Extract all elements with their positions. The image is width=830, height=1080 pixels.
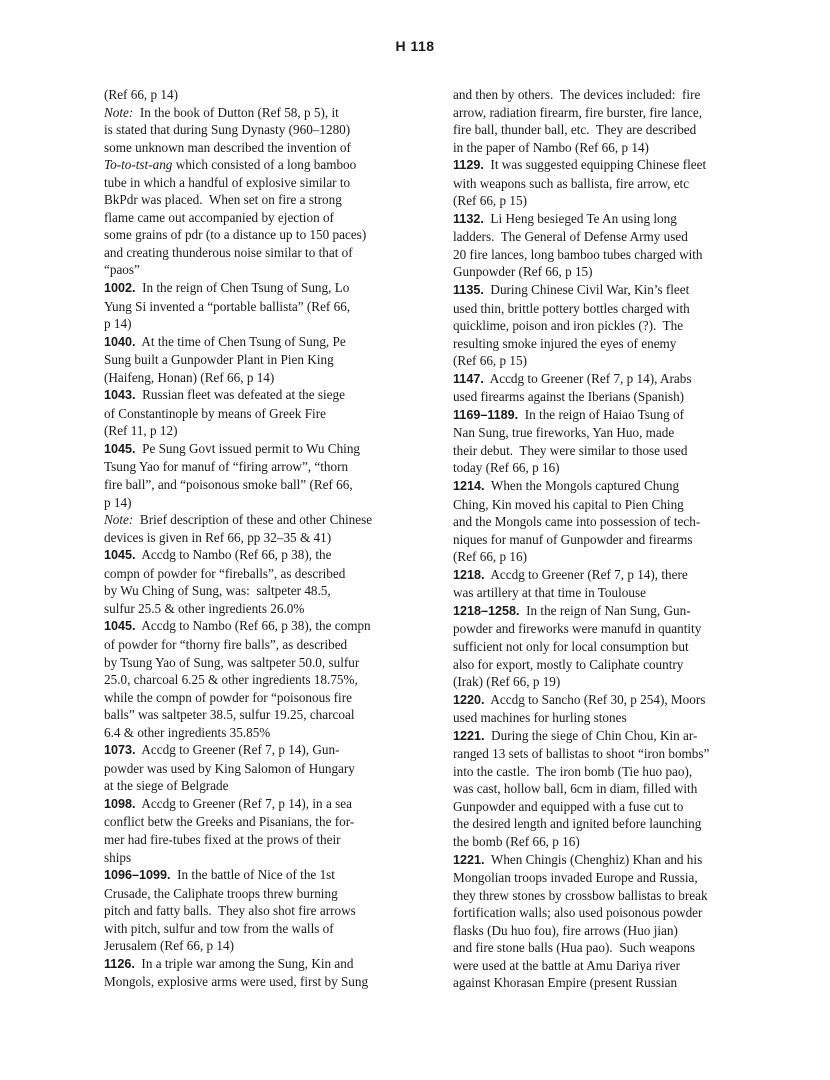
line-text: was artillery at that time in Toulouse: [453, 585, 646, 601]
line-text: used machines for hurling stones: [453, 710, 627, 726]
line-text: sulfur 25.5 & other ingredients 26.0%: [104, 600, 305, 616]
text-line: [104, 494, 429, 512]
note-label: Note:: [104, 104, 134, 120]
text-line: [104, 937, 429, 955]
text-line: [104, 636, 429, 654]
text-line: [453, 246, 778, 264]
line-text: quicklime, poison and iron pickles (?). The: [453, 318, 684, 334]
line-text: Pe Sung Govt issued permit to Wu Ching: [135, 440, 361, 456]
line-text: devices is given in Ref 66, pp 32–35 & 41): [104, 529, 332, 545]
text-line: [453, 602, 778, 621]
text-line: [104, 529, 429, 547]
text-line: [453, 957, 778, 975]
line-text: Tsung Yao for manuf of “firing arrow”, “thorn: [104, 459, 349, 475]
text-line: [104, 386, 429, 405]
entry-year: 1073.: [104, 743, 136, 758]
entry-year: 1147.: [453, 371, 484, 386]
line-text: balls” was saltpeter 38.5, sulfur 19.25, charcoal: [104, 707, 355, 723]
line-text: tube in which a handful of explosive similar to: [104, 174, 351, 190]
text-line: [104, 902, 429, 920]
text-line: [453, 638, 778, 656]
line-text: Brief description of these and other Chinese: [133, 512, 373, 528]
line-text: against Khorasan Empire (present Russian: [453, 975, 678, 991]
line-text: the desired length and ignited before launching: [453, 816, 702, 832]
line-text: When the Mongols captured Chung: [484, 478, 680, 494]
text-line: [104, 440, 429, 459]
line-text: Jerusalem (Ref 66, p 14): [104, 938, 235, 954]
line-text: mer had fire-tubes fixed at the prows of their: [104, 831, 341, 847]
line-text: niques for manuf of Gunpowder and firearms: [453, 531, 693, 547]
line-text: fire ball”, and “poisonous smoke ball” (Ref 66,: [104, 477, 353, 493]
text-line: [453, 121, 778, 139]
entry-year: 1096–1099.: [104, 868, 171, 883]
line-text: and then by others. The devices included: fire: [453, 87, 701, 102]
line-text: Sung built a Gunpowder Plant in Pien King: [104, 352, 334, 368]
line-text: while the compn of powder for “poisonous fire: [104, 689, 352, 705]
line-text: In the reign of Nan Sung, Gun-: [519, 602, 691, 618]
text-line: [104, 369, 429, 387]
text-line: [104, 104, 429, 122]
entry-year: 1221.: [453, 728, 485, 743]
text-line: [453, 370, 778, 389]
text-line: [453, 175, 778, 193]
text-line: [104, 831, 429, 849]
line-text: which consisted of a long bamboo: [172, 157, 357, 173]
line-text: Yung Si invented a “portable ballista” (Ref 66,: [104, 298, 351, 314]
text-line: [104, 422, 429, 440]
line-text: sufficient not only for local consumption but: [453, 638, 689, 654]
line-text: Russian fleet was defeated at the siege: [135, 387, 345, 403]
text-line: [104, 405, 429, 423]
text-line: [104, 333, 429, 352]
line-text: At the time of Chen Tsung of Sung, Pe: [135, 333, 346, 349]
line-text: at the siege of Belgrade: [104, 778, 229, 794]
text-line: [104, 760, 429, 778]
text-line: [104, 86, 429, 104]
text-line: [104, 724, 429, 742]
line-text: pitch and fatty balls. They also shot fire arrows: [104, 903, 356, 919]
text-line: [453, 763, 778, 781]
line-text: into the castle. The iron bomb (Tie huo pao),: [453, 763, 693, 779]
italic-term: To-to-tst-ang: [104, 157, 173, 173]
text-line: [453, 851, 778, 870]
line-text: with weapons such as ballista, fire arrow, etc: [453, 175, 690, 191]
entry-year: 1043.: [104, 388, 136, 403]
text-line: [104, 244, 429, 262]
line-text: of powder for “thorny fire balls”, as described: [104, 636, 348, 652]
text-line: [453, 709, 778, 727]
text-line: [453, 406, 778, 425]
entry-year: 1132.: [453, 211, 484, 226]
line-text: conflict betw the Greeks and Pisanians, the for-: [104, 814, 355, 830]
line-text: arrow, radiation firearm, fire burster, fire lance,: [453, 104, 703, 120]
text-line: [453, 442, 778, 460]
text-line: [104, 174, 429, 192]
text-line: [453, 496, 778, 514]
text-line: [104, 955, 429, 974]
line-text: Accdg to Greener (Ref 7, p 14), there: [484, 566, 688, 582]
line-text: the bomb (Ref 66, p 16): [453, 833, 580, 849]
page-number: H 118: [395, 38, 435, 54]
text-line: [104, 920, 429, 938]
entry-year: 1220.: [453, 692, 485, 707]
line-text: (Ref 66, p 15): [453, 193, 527, 209]
text-line: [104, 973, 429, 991]
text-line: [104, 689, 429, 707]
entry-year: 1045.: [104, 441, 136, 456]
entry-year: 1040.: [104, 334, 136, 349]
line-text: (Ref 66, p 16): [453, 549, 527, 565]
line-text: In the book of Dutton (Ref 58, p 5), it: [133, 104, 339, 120]
line-text: Gunpowder and equipped with a fuse cut to: [453, 798, 684, 814]
line-text: 6.4 & other ingredients 35.85%: [104, 724, 271, 740]
text-line: [453, 815, 778, 833]
line-text: also for export, mostly to Caliphate country: [453, 656, 684, 672]
line-text: (Ref 66, p 15): [453, 353, 527, 369]
text-line: [104, 546, 429, 565]
line-text: Crusade, the Caliphate troops threw burning: [104, 885, 338, 901]
line-text: In the reign of Haiao Tsung of: [518, 406, 684, 422]
text-line: [453, 727, 778, 746]
line-text: Ching, Kin moved his capital to Pien Ching: [453, 496, 684, 512]
line-text: by Tsung Yao of Sung, was saltpeter 50.0, sulfur: [104, 654, 360, 670]
line-text: In a triple war among the Sung, Kin and: [134, 955, 354, 971]
text-line: [104, 139, 429, 157]
line-text: and the Mongols came into possession of tech-: [453, 514, 701, 530]
text-line: [453, 352, 778, 370]
text-line: [104, 706, 429, 724]
text-line: [453, 656, 778, 674]
text-line: [453, 513, 778, 531]
line-text: Mongols, explosive arms were used, first by Sung: [104, 974, 369, 990]
text-line: [453, 300, 778, 318]
line-text: Accdg to Nambo (Ref 66, p 38), the: [135, 547, 332, 563]
line-text: It was suggested equipping Chinese fleet: [483, 157, 707, 173]
text-line: [104, 261, 429, 279]
text-line: [453, 210, 778, 229]
text-line: [453, 228, 778, 246]
entry-year: 1098.: [104, 796, 136, 811]
text-line: [104, 351, 429, 369]
line-text: Accdg to Greener (Ref 7, p 14), in a sea: [135, 795, 352, 811]
line-text: in the paper of Nambo (Ref 66, p 14): [453, 139, 649, 155]
line-text: their debut. They were similar to those used: [453, 442, 688, 458]
text-line: [453, 317, 778, 335]
line-text: some unknown man described the invention of: [104, 139, 351, 155]
text-line: [104, 885, 429, 903]
text-line: [453, 922, 778, 940]
right-column: [453, 86, 778, 992]
line-text: Accdg to Sancho (Ref 30, p 254), Moors: [484, 691, 706, 707]
text-line: [104, 849, 429, 867]
text-line: [453, 887, 778, 905]
line-text: today (Ref 66, p 16): [453, 460, 560, 476]
text-line: [453, 104, 778, 122]
entry-year: 1135.: [453, 283, 484, 298]
line-text: ships: [104, 849, 132, 865]
text-line: [104, 226, 429, 244]
line-text: Gunpowder (Ref 66, p 15): [453, 264, 593, 280]
text-line: [104, 298, 429, 316]
text-line: [453, 548, 778, 566]
text-line: [104, 600, 429, 618]
line-text: Accdg to Nambo (Ref 66, p 38), the compn: [135, 618, 371, 634]
text-line: [453, 691, 778, 710]
line-text: In the battle of Nice of the 1st: [170, 867, 335, 883]
entry-year: 1045.: [104, 548, 136, 563]
line-text: Mongolian troops invaded Europe and Russia,: [453, 870, 698, 886]
text-line: [104, 476, 429, 494]
text-line: [453, 780, 778, 798]
line-text: Nan Sung, true fireworks, Yan Huo, made: [453, 425, 675, 441]
line-text: they threw stones by crossbow ballistas to break: [453, 887, 708, 903]
line-text: powder was used by King Salomon of Hungary: [104, 760, 355, 776]
line-text: During Chinese Civil War, Kin’s fleet: [483, 282, 690, 298]
line-text: Li Heng besieged Te An using long: [483, 210, 677, 226]
line-text: is stated that during Sung Dynasty (960–1280): [104, 122, 351, 138]
line-text: (Haifeng, Honan) (Ref 66, p 14): [104, 369, 275, 385]
line-text: powder and fireworks were manufd in quantity: [453, 621, 702, 637]
text-line: [453, 620, 778, 638]
text-line: [104, 617, 429, 636]
text-line: [104, 458, 429, 476]
text-line: [453, 459, 778, 477]
line-text: Accdg to Greener (Ref 7, p 14), Gun-: [135, 742, 340, 758]
text-line: [104, 866, 429, 885]
text-line: [453, 86, 778, 104]
text-line: [453, 192, 778, 210]
line-text: 25.0, charcoal 6.25 & other ingredients 18.75%,: [104, 672, 358, 688]
text-line: [453, 335, 778, 353]
text-line: [453, 904, 778, 922]
line-text: were used at the battle at Amu Dariya river: [453, 957, 681, 973]
text-line: [453, 833, 778, 851]
text-line: [453, 673, 778, 691]
line-text: used thin, brittle pottery bottles charged with: [453, 300, 690, 316]
text-line: [453, 531, 778, 549]
text-line: [453, 798, 778, 816]
text-line: [104, 582, 429, 600]
line-text: When Chingis (Chenghiz) Khan and his: [484, 851, 703, 867]
line-text: fortification walls; also used poisonous powder: [453, 905, 703, 921]
text-line: [453, 139, 778, 157]
text-line: [104, 191, 429, 209]
entry-year: 1221.: [453, 852, 485, 867]
text-line: [104, 795, 429, 814]
line-text: During the siege of Chin Chou, Kin ar-: [484, 727, 698, 743]
text-line: [453, 584, 778, 602]
text-line: [453, 477, 778, 496]
text-line: [104, 671, 429, 689]
text-line: [453, 263, 778, 281]
text-line: [453, 869, 778, 887]
text-line: [104, 813, 429, 831]
note-label: Note:: [104, 512, 134, 528]
text-line: [453, 281, 778, 300]
text-line: [453, 745, 778, 763]
text-line: [104, 315, 429, 333]
line-text: (Ref 11, p 12): [104, 423, 178, 439]
line-text: Accdg to Greener (Ref 7, p 14), Arabs: [483, 370, 692, 386]
line-text: resulting smoke injured the eyes of enemy: [453, 335, 677, 351]
line-text: ladders. The General of Defense Army used: [453, 229, 688, 245]
line-text: p 14): [104, 494, 132, 510]
line-text: compn of powder for “fireballs”, as described: [104, 565, 346, 581]
entry-year: 1045.: [104, 619, 136, 634]
text-line: [453, 156, 778, 175]
text-line: [453, 388, 778, 406]
line-text: (Ref 66, p 14): [104, 87, 178, 102]
entry-year: 1218.: [453, 567, 485, 582]
line-text: flasks (Du huo fou), fire arrows (Huo jian): [453, 922, 678, 938]
line-text: with pitch, sulfur and tow from the walls of: [104, 920, 334, 936]
line-text: BkPdr was placed. When set on fire a strong: [104, 192, 342, 208]
line-text: and fire stone balls (Hua pao). Such weapons: [453, 940, 696, 956]
text-line: [104, 156, 429, 174]
line-text: flame came out accompanied by ejection of: [104, 209, 334, 225]
left-column: [104, 86, 429, 991]
line-text: In the reign of Chen Tsung of Sung, Lo: [135, 280, 350, 296]
text-line: [453, 939, 778, 957]
text-line: [104, 565, 429, 583]
text-line: [104, 279, 429, 298]
text-line: [104, 121, 429, 139]
line-text: some grains of pdr (to a distance up to 150 paces): [104, 227, 367, 243]
text-line: [453, 566, 778, 585]
entry-year: 1126.: [104, 956, 135, 971]
entry-year: 1218–1258.: [453, 603, 520, 618]
entry-year: 1129.: [453, 158, 484, 173]
line-text: “paos”: [104, 262, 140, 278]
line-text: 20 fire lances, long bamboo tubes charged with: [453, 246, 703, 262]
text-line: [104, 511, 429, 529]
entry-year: 1002.: [104, 281, 136, 296]
line-text: by Wu Ching of Sung, was: saltpeter 48.5,: [104, 583, 331, 599]
line-text: used firearms against the Iberians (Spanish): [453, 389, 685, 405]
text-line: [104, 209, 429, 227]
entry-year: 1169–1189.: [453, 407, 519, 422]
entry-year: 1214.: [453, 479, 485, 494]
line-text: ranged 13 sets of ballistas to shoot “iron bombs”: [453, 746, 710, 762]
text-line: [453, 974, 778, 992]
line-text: was cast, hollow ball, 6cm in diam, filled with: [453, 781, 698, 797]
text-line: [104, 741, 429, 760]
line-text: p 14): [104, 316, 132, 332]
line-text: and creating thunderous noise similar to that of: [104, 244, 353, 260]
line-text: (Irak) (Ref 66, p 19): [453, 674, 561, 690]
text-line: [104, 654, 429, 672]
text-line: [104, 777, 429, 795]
line-text: of Constantinople by means of Greek Fire: [104, 405, 326, 421]
text-line: [453, 424, 778, 442]
line-text: fire ball, thunder ball, etc. They are described: [453, 122, 697, 138]
